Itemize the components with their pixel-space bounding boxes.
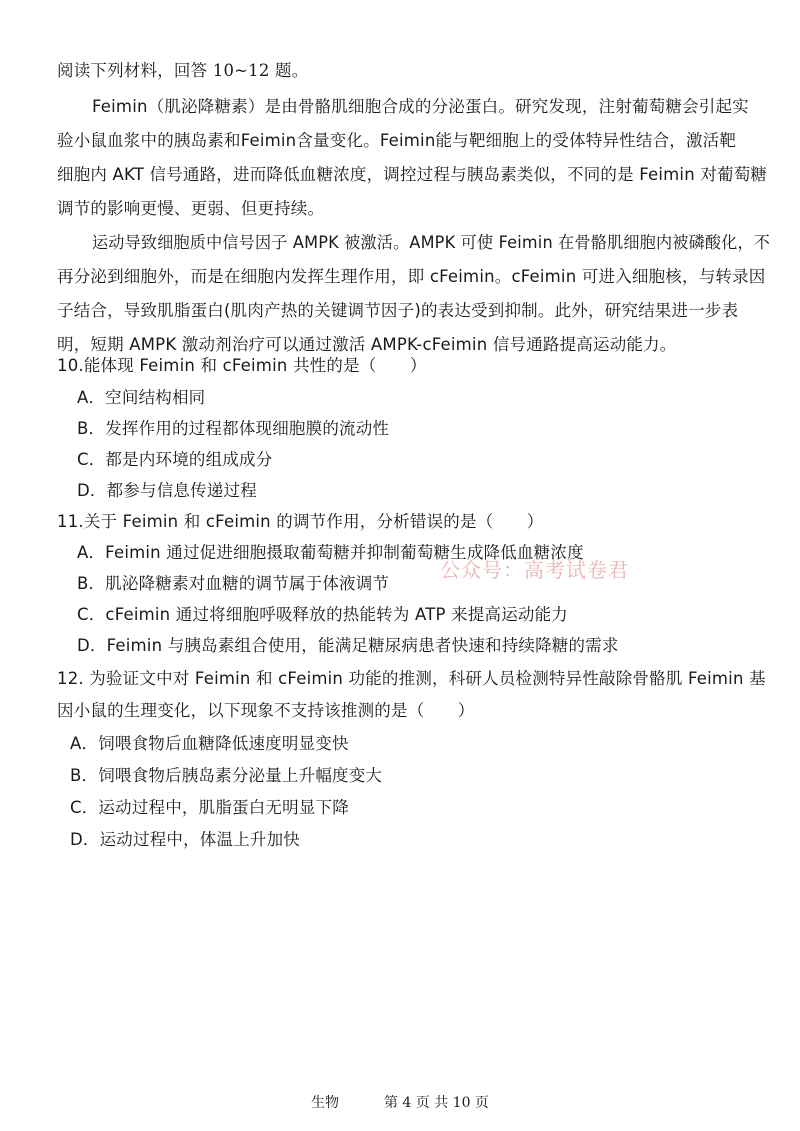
- passage-line: 调节的影响更慢、更弱、但更持续。: [57, 199, 325, 218]
- option-d[interactable]: D．都参与信息传递过程: [77, 481, 257, 500]
- option-c[interactable]: C．都是内环境的组成成分: [77, 450, 273, 469]
- question-stem-continued: 因小鼠的生理变化，以下现象不支持该推测的是（ ）: [57, 701, 475, 720]
- footer-subject: 生物: [311, 1095, 340, 1111]
- option-c[interactable]: C．运动过程中，肌脂蛋白无明显下降: [70, 798, 349, 817]
- passage-line: 验小鼠血浆中的胰岛素和Feimin含量变化。Feimin能与靶细胞上的受体特异性结合，激活靶: [57, 131, 737, 150]
- option-a[interactable]: A．空间结构相同: [77, 388, 206, 407]
- option-b[interactable]: B．饲喂食物后胰岛素分泌量上升幅度变大: [70, 766, 383, 785]
- option-d[interactable]: D．Feimin 与胰岛素组合使用，能满足糖尿病患者快速和持续降糖的需求: [77, 636, 619, 655]
- question-stem: 11.关于 Feimin 和 cFeimin 的调节作用，分析错误的是（ ）: [57, 512, 544, 531]
- reading-instruction: 阅读下列材料，回答 10~12 题。: [57, 61, 309, 80]
- passage-line: 子结合，导致肌脂蛋白(肌肉产热的关键调节因子)的表达受到抑制。此外，研究结果进一步表: [57, 301, 739, 320]
- watermark: 公众号：高考试卷君: [440, 558, 629, 582]
- passage-line: 明，短期 AMPK 激动剂治疗可以通过激活 AMPK-cFeimin 信号通路提高运动能力。: [57, 335, 677, 354]
- option-d[interactable]: D．运动过程中，体温上升加快: [70, 830, 301, 849]
- passage-line: 运动导致细胞质中信号因子 AMPK 被激活。AMPK 可使 Feimin 在骨骼肌细胞内被磷酸化，不: [92, 233, 771, 252]
- passage-line: 再分泌到细胞外，而是在细胞内发挥生理作用，即 cFeimin。cFeimin 可进入细胞核，与转录因: [57, 267, 766, 286]
- option-c[interactable]: C．cFeimin 通过将细胞呼吸释放的热能转为 ATP 来提高运动能力: [77, 605, 569, 624]
- question-stem: 12. 为验证文中对 Feimin 和 cFeimin 功能的推测，科研人员检测特异性敲除骨骼肌 Feimin 基: [57, 669, 766, 688]
- passage-line: 细胞内 AKT 信号通路，进而降低血糖浓度，调控过程与胰岛素类似，不同的是 Feimin 对葡萄糖: [57, 165, 768, 184]
- option-a[interactable]: A．饲喂食物后血糖降低速度明显变快: [70, 734, 349, 753]
- option-b[interactable]: B．发挥作用的过程都体现细胞膜的流动性: [77, 419, 390, 438]
- page-footer: [0, 1093, 800, 1113]
- passage-line: Feimin（肌泌降糖素）是由骨骼肌细胞合成的分泌蛋白。研究发现，注射葡萄糖会引起实: [92, 97, 749, 116]
- footer-page-number: 第 4 页 共 10 页: [383, 1095, 489, 1111]
- option-a[interactable]: A．Feimin 通过促进细胞摄取葡萄糖并抑制葡萄糖生成降低血糖浓度: [77, 543, 584, 562]
- option-b[interactable]: B．肌泌降糖素对血糖的调节属于体液调节: [77, 574, 390, 593]
- question-stem: 10.能体现 Feimin 和 cFeimin 共性的是（ ）: [57, 356, 427, 375]
